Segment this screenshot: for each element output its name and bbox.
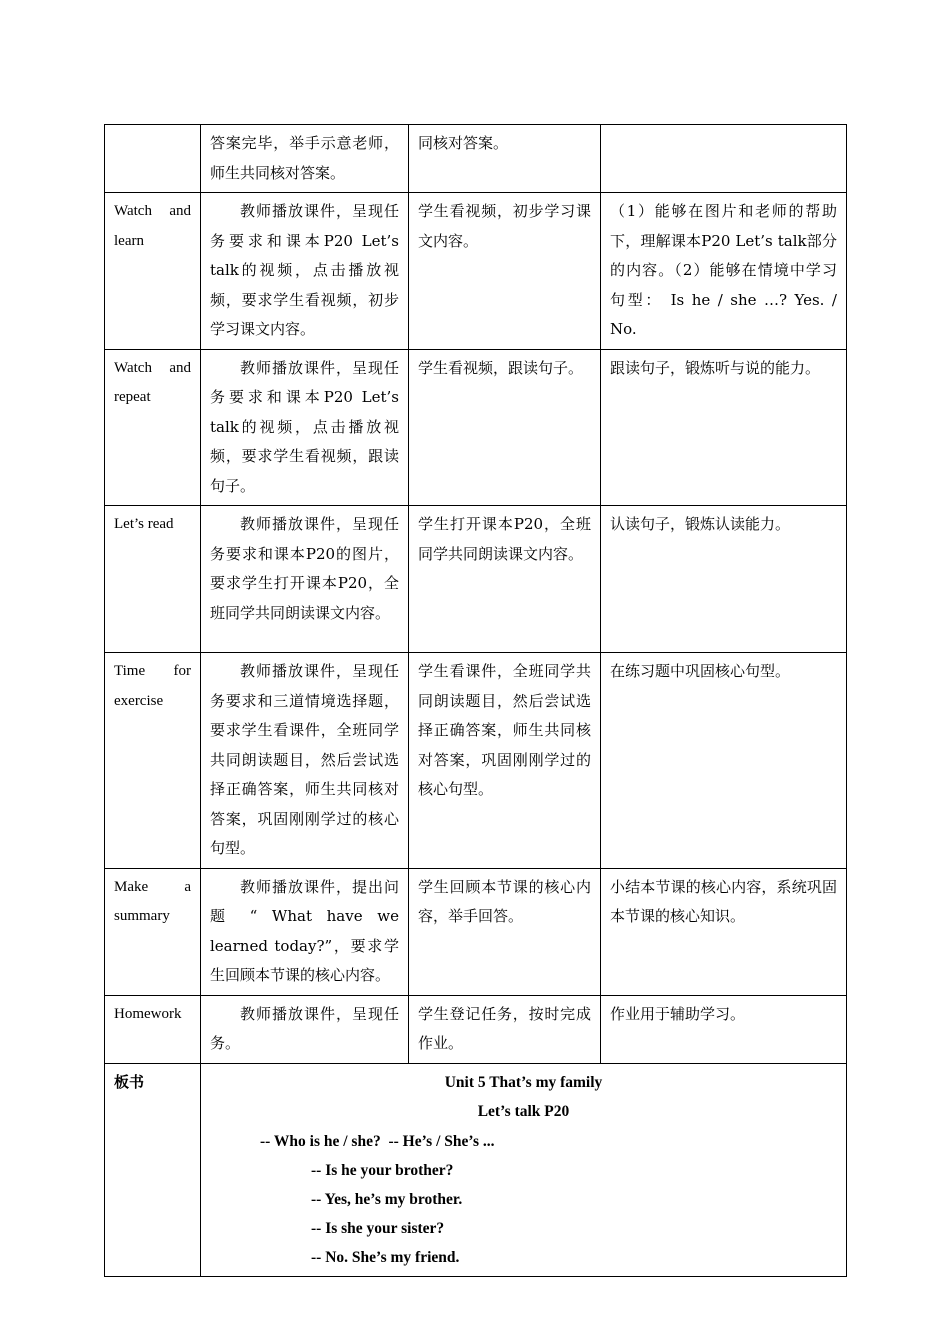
board-content (201, 1063, 847, 1276)
table-row (105, 506, 847, 653)
table-row (105, 349, 847, 506)
student-activity-cell: 学生看课件，全班同学共同朗读题目，然后尝试选择正确答案，师生共同核对答案，巩固刚刚学过的核心句型。 (409, 653, 601, 869)
purpose-cell: 在练习题中巩固核心句型。 (601, 653, 847, 869)
teacher-activity-cell: 教师播放课件，呈现任务。 (201, 995, 409, 1063)
purpose-cell: 跟读句子，锻炼听与说的能力。 (601, 349, 847, 506)
teacher-activity-cell: 教师播放课件，呈现任务要求和课本P20 Let’s talk的视频，点击播放视频，要求学生看视频，跟读句子。 (201, 349, 409, 506)
student-activity-cell: 学生看视频，跟读句子。 (409, 349, 601, 506)
board-row (105, 1063, 847, 1276)
teacher-activity-cell: 教师播放课件，呈现任务要求和课本P20 Let’s talk的视频，点击播放视频，要求学生看视频，初步学习课文内容。 (201, 193, 409, 350)
board-line: -- Who is he / she? -- He’s / She’s ... (260, 1132, 495, 1150)
teacher-activity-cell: 教师播放课件，呈现任务要求和课本P20的图片，要求学生打开课本P20，全班同学共同朗读课文内容。 (201, 506, 409, 653)
step-cell: Time for exercise (105, 653, 201, 869)
table-row (105, 653, 847, 869)
student-activity-cell: 学生打开课本P20，全班同学共同朗读课文内容。 (409, 506, 601, 653)
table-row (105, 125, 847, 193)
teacher-activity-cell: 教师播放课件，提出问题 “ What have we learned today?”，要求学生回顾本节课的核心内容。 (201, 868, 409, 995)
board-label: 板书 (105, 1063, 201, 1276)
student-activity-cell: 学生看视频，初步学习课文内容。 (409, 193, 601, 350)
table-row (105, 193, 847, 350)
purpose-cell: 认读句子，锻炼认读能力。 (601, 506, 847, 653)
step-cell: Watch and learn (105, 193, 201, 350)
board-subtitle: Let’s talk P20 (477, 1103, 570, 1120)
student-activity-cell: 同核对答案。 (409, 125, 601, 193)
purpose-cell: （1）能够在图片和老师的帮助下，理解课本P20 Let’s talk部分的内容。（2）能够在情境中学习句型： Is he / she …? Yes. / No. (601, 193, 847, 350)
teacher-activity-cell: 教师播放课件，呈现任务要求和三道情境选择题，要求学生看课件，全班同学共同朗读题目，然后尝试选择正确答案，师生共同核对答案，巩固刚刚学过的核心句型。 (201, 653, 409, 869)
lesson-plan-table (104, 124, 847, 1277)
table-row (105, 995, 847, 1063)
step-cell: Watch and repeat (105, 349, 201, 506)
step-cell: Make a summary (105, 868, 201, 995)
board-title: Unit 5 That’s my family (444, 1073, 603, 1091)
student-activity-cell: 学生登记任务，按时完成作业。 (409, 995, 601, 1063)
student-activity-cell: 学生回顾本节课的核心内容，举手回答。 (409, 868, 601, 995)
board-line: -- Is she your sister? (311, 1219, 445, 1237)
board-line: -- Yes, he’s my brother. (311, 1190, 463, 1208)
step-cell: Homework (105, 995, 201, 1063)
purpose-cell (601, 125, 847, 193)
purpose-cell: 作业用于辅助学习。 (601, 995, 847, 1063)
board-line: -- No. She’s my friend. (311, 1248, 460, 1266)
board-line: -- Is he your brother? (311, 1161, 454, 1179)
purpose-cell: 小结本节课的核心内容，系统巩固本节课的核心知识。 (601, 868, 847, 995)
step-cell (105, 125, 201, 193)
table-row (105, 868, 847, 995)
teacher-activity-cell: 答案完毕，举手示意老师，师生共同核对答案。 (201, 125, 409, 193)
step-cell: Let’s read (105, 506, 201, 653)
